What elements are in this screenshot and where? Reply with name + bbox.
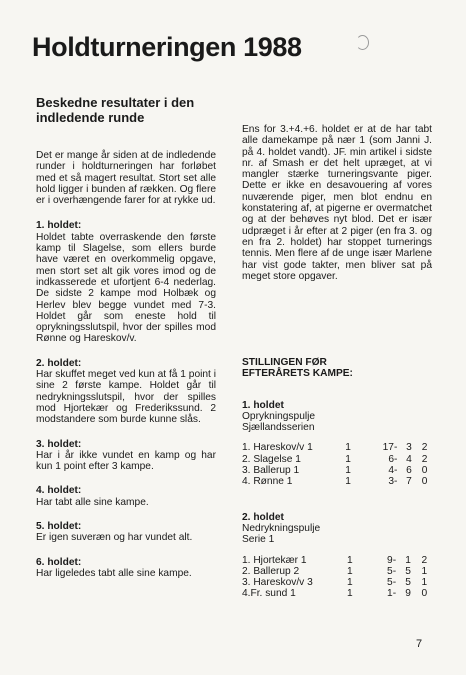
table-row — [242, 465, 432, 476]
points: 2 — [421, 554, 428, 566]
standings-heading-line2: EFTERÅRETS KAMPE: — [242, 368, 353, 380]
points: 0 — [421, 476, 428, 488]
games-separator — [397, 442, 406, 453]
table-row — [242, 577, 432, 588]
standings-heading-line1: STILLINGEN FØR — [242, 357, 327, 368]
points: 1 — [421, 577, 428, 589]
games-lost: 1 — [405, 554, 411, 566]
games-separator — [396, 566, 405, 577]
table-row — [242, 454, 432, 465]
section-text: Har tabt alle sine kampe. — [36, 496, 149, 508]
games-separator — [396, 555, 405, 566]
team-name: 3. Ballerup 1 — [242, 465, 300, 477]
standings-heading — [242, 357, 432, 380]
standings-pool: Oprykningspulje — [242, 410, 316, 422]
article-title: Holdturneringen 1988 — [32, 32, 302, 62]
games-separator — [397, 476, 406, 487]
section-team-4 — [36, 485, 216, 508]
games-won: 5- — [387, 565, 397, 577]
standings-block-title: 2. holdet — [242, 511, 284, 523]
section-team-6 — [36, 557, 216, 580]
section-title: 6. holdet: — [36, 556, 82, 568]
points: 0 — [421, 588, 428, 600]
section-title: 3. holdet: — [36, 438, 82, 450]
team-name: 1. Hjortekær 1 — [242, 554, 307, 566]
played-count: 1 — [347, 554, 353, 566]
games-won: 1- — [387, 588, 397, 600]
games-lost: 9 — [405, 588, 411, 600]
points: 2 — [421, 453, 428, 465]
punch-hole-mark — [356, 35, 369, 50]
games-separator — [396, 577, 405, 588]
team-name: 4. Rønne 1 — [242, 476, 293, 488]
played-count: 1 — [347, 588, 353, 600]
right-column — [242, 124, 432, 282]
section-team-2 — [36, 358, 216, 426]
page-number: 7 — [416, 638, 423, 650]
section-text: Har ligeledes tabt alle sine kampe. — [36, 567, 192, 579]
played-count: 1 — [345, 465, 351, 477]
table-row — [242, 442, 432, 453]
team-name: 3. Hareskov/v 3 — [242, 577, 313, 589]
standings-pool: Nedrykningspulje — [242, 522, 321, 534]
intro-paragraph: Det er mange år siden at de indledende runder i holdturneringen har forløbet med et så magert resultat. Stort set alle hold ligger i bunden af rækken. Og flere er i overhængende farer for at rykke ud. — [36, 150, 216, 207]
played-count: 1 — [347, 565, 353, 577]
team-name: 2. Ballerup 2 — [242, 565, 300, 577]
standings-table — [242, 555, 432, 600]
games-lost: 3 — [406, 442, 412, 454]
games-won: 4- — [388, 465, 398, 477]
standings-block-title: 1. holdet — [242, 399, 284, 411]
section-title: 2. holdet: — [36, 357, 82, 369]
standings-division: Sjællandsserien — [242, 422, 315, 434]
right-column-paragraph: Ens for 3.+4.+6. holdet er at de har tabt alle damekampe på nær 1 (som Janni J. på 4. holdet vandt). JF. min artikel i sidste nr. af Smash er det helt upræget, at vi mangler stærke turneringsvante piger. Dette er ikke en desavouering af vores nuværende piger, men blot endnu en konstatering af, at pigerne er overmatchet og at der behøves nyt blod. Det er især udpræget i år efter at 2 piger (en fra 3. og en fra 2. holdet) har stoppet turnerings tennis. Men flere af de unge især Marlene har vist gode takter, men bliver sat på meget store opgaver. — [242, 124, 432, 282]
games-won: 6- — [388, 453, 398, 465]
games-separator — [396, 588, 405, 599]
standings-table — [242, 442, 432, 487]
section-title: 5. holdet: — [36, 521, 82, 533]
table-row — [242, 555, 432, 566]
table-row — [242, 588, 432, 599]
played-count: 1 — [347, 577, 353, 589]
team-name: 4.Fr. sund 1 — [242, 588, 296, 600]
section-text: Holdet tabte overraskende den første kamp til Slagelse, som ellers burde have været en overkommelig opgave, men stort set alt gik vores imod og de indkasserede et ufortjent 6-4 nederlag. De sidste 2 kampe mod Holbæk og Herlev blev begge vundet med 7-3. Holdet går som eneste hold til oprykningsslutspil, hvor der spilles mod Rønne og Hareskov/v. — [36, 231, 216, 345]
article-subheading: Beskedne resultater i den indledende runde — [36, 95, 195, 125]
games-won: 17- — [382, 442, 398, 454]
team-name: 2. Slagelse 1 — [242, 453, 301, 465]
standings-block-team-2 — [242, 512, 432, 600]
games-lost: 5 — [405, 565, 411, 577]
games-won: 3- — [388, 476, 398, 488]
games-separator — [397, 454, 406, 465]
section-team-1 — [36, 220, 216, 344]
points: 0 — [421, 465, 428, 477]
team-name: 1. Hareskov/v 1 — [242, 442, 313, 454]
games-won: 5- — [387, 577, 397, 589]
standings-division: Serie 1 — [242, 534, 275, 546]
games-won: 9- — [387, 554, 397, 566]
played-count: 1 — [345, 453, 351, 465]
section-title: 4. holdet: — [36, 485, 82, 497]
standings-block-team-1 — [242, 400, 432, 488]
section-team-3 — [36, 439, 216, 473]
section-text: Har i år ikke vundet en kamp og har kun 1 point efter 3 kampe. — [36, 449, 216, 473]
games-lost: 5 — [405, 577, 411, 589]
played-count: 1 — [345, 476, 351, 488]
standings-box — [242, 357, 432, 600]
table-row — [242, 566, 432, 577]
games-separator — [397, 465, 406, 476]
section-text: Er igen suveræn og har vundet alt. — [36, 532, 193, 544]
points: 2 — [421, 442, 428, 454]
played-count: 1 — [345, 442, 351, 454]
section-team-5 — [36, 521, 216, 544]
section-title: 1. holdet: — [36, 220, 82, 232]
games-lost: 7 — [406, 476, 412, 488]
games-lost: 6 — [406, 465, 412, 477]
games-lost: 4 — [406, 453, 412, 465]
table-row — [242, 476, 432, 487]
section-text: Har skuffet meget ved kun at få 1 point i sine 2 første kampe. Holdet går til nedrykningsslutspil, hvor der spilles mod Hjortekær og Frederikssund. 2 modstandere som burde kunne slås. — [36, 369, 216, 426]
points: 1 — [421, 565, 428, 577]
left-column — [36, 150, 216, 579]
